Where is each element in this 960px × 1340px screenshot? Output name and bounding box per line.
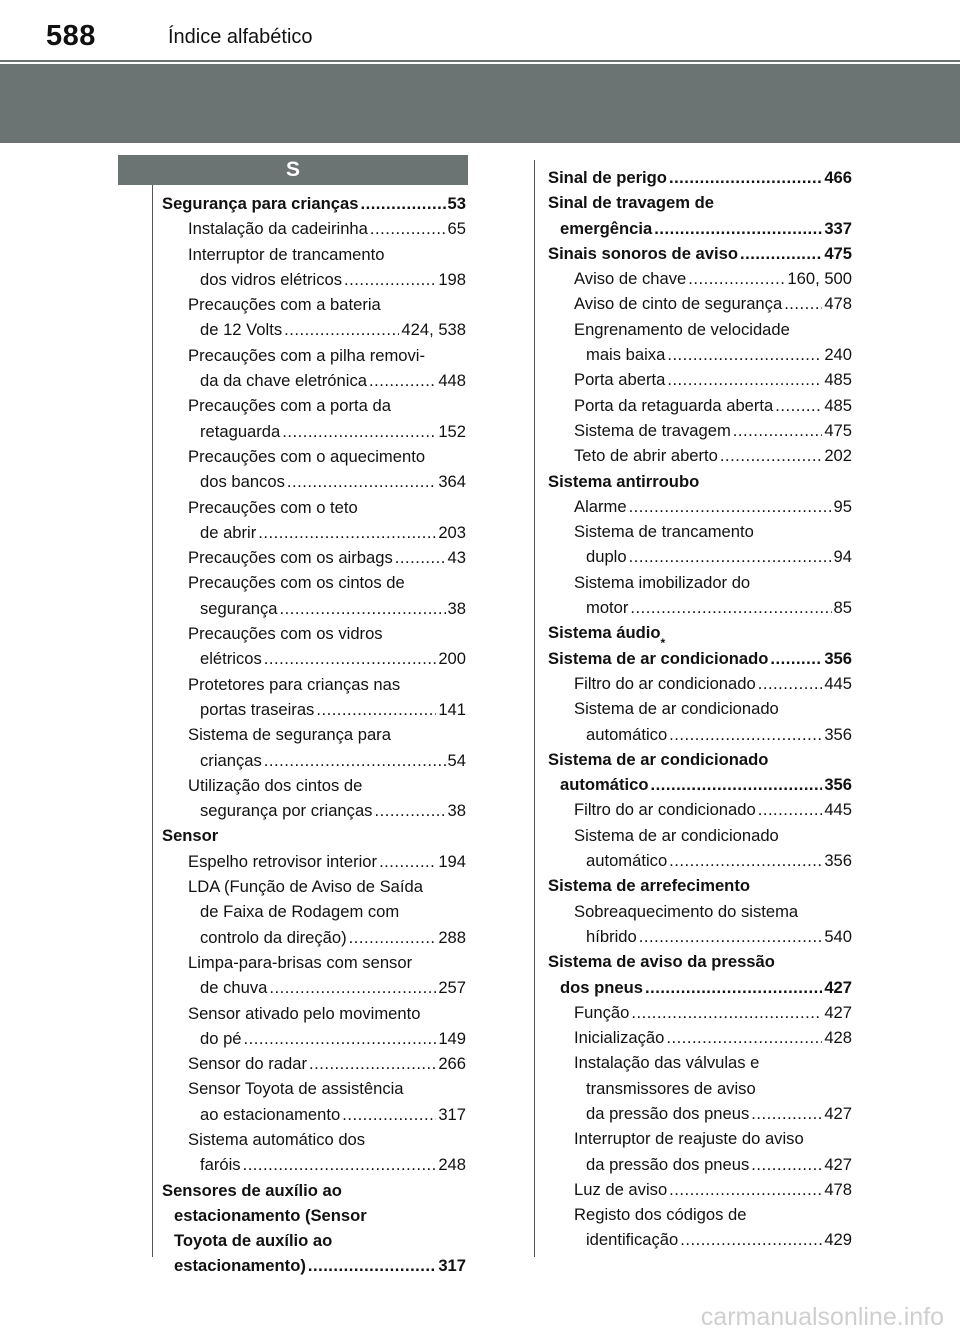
index-term: Precauções com os vidros: [188, 624, 383, 644]
index-subentry-line: [548, 1076, 852, 1101]
index-term: motor: [586, 598, 629, 618]
dot-leader: [654, 216, 822, 241]
page-reference: 475: [824, 243, 852, 263]
index-entry-line: [162, 823, 466, 848]
index-term: Interruptor de reajuste do aviso: [574, 1129, 804, 1149]
index-subentry-line: [162, 773, 466, 798]
dot-leader: [669, 848, 822, 873]
page-reference: 445: [824, 800, 852, 820]
dot-leader: [284, 317, 399, 342]
page-reference: 478: [824, 1179, 852, 1199]
page-reference: 240: [824, 345, 852, 365]
left-column-rule: [152, 185, 153, 1257]
index-subentry-line: [548, 696, 852, 721]
page-reference: 485: [824, 370, 852, 390]
index-subentry-line: [548, 797, 852, 822]
index-subentry-line: [548, 595, 852, 620]
index-subentry-line: [548, 1177, 852, 1202]
index-term: faróis: [200, 1155, 241, 1175]
index-term: Sistema de arrefecimento: [548, 876, 750, 896]
index-term: Sistema áudio: [548, 623, 661, 643]
page-reference: 203: [438, 522, 466, 542]
index-subentry-line: [162, 1001, 466, 1026]
index-entry-line: [162, 1178, 466, 1203]
index-subentry-line: [548, 544, 852, 569]
index-term: segurança por crianças: [200, 801, 373, 821]
index-term: Segurança para crianças: [162, 194, 359, 213]
index-subentry-line: [162, 1051, 466, 1076]
page-reference: 149: [438, 1028, 466, 1048]
page-reference: 485: [824, 395, 852, 415]
index-term: Filtro do ar condicionado: [574, 673, 756, 693]
index-subentry-line: [548, 671, 852, 696]
index-subentry-line: [162, 899, 466, 924]
index-subentry-line: [162, 393, 466, 418]
index-subentry-line: [548, 1152, 852, 1177]
index-entry-line: [548, 747, 852, 772]
page-reference: 95: [833, 496, 852, 516]
index-term: Inicialização: [574, 1028, 665, 1048]
index-term: Sistema de travagem: [574, 420, 731, 440]
page-reference: 266: [438, 1054, 466, 1074]
index-subentry-line: [548, 823, 852, 848]
dot-leader: [758, 797, 823, 822]
index-term: Filtro do ar condicionado: [574, 800, 756, 820]
index-term: controlo da direção): [200, 927, 347, 947]
dot-leader: [264, 748, 446, 773]
index-term: Precauções com a pilha removi-: [188, 345, 426, 365]
index-term: Precauções com os airbags: [188, 548, 393, 568]
dot-leader: [775, 393, 822, 418]
index-entry-line: [548, 216, 852, 241]
page-reference: 356: [824, 851, 852, 871]
index-subentry-line: [162, 444, 466, 469]
index-term: de 12 Volts: [200, 320, 283, 340]
index-entry-line: [162, 191, 466, 216]
dot-leader: [369, 368, 436, 393]
index-subentry-line: [162, 874, 466, 899]
dot-leader: [669, 722, 822, 747]
index-term: da pressão dos pneus: [586, 1154, 750, 1174]
index-term: do pé: [200, 1028, 242, 1048]
dot-leader: [258, 520, 436, 545]
index-subentry-line: [162, 216, 466, 241]
index-subentry-line: [548, 519, 852, 544]
dot-leader: [669, 1177, 822, 1202]
index-term: retaguarda: [200, 421, 281, 441]
index-term: Instalação das válvulas e: [574, 1053, 760, 1073]
dot-leader: [680, 1227, 822, 1252]
index-term: Sinal de travagem de: [548, 193, 715, 213]
index-term: Luz de aviso: [574, 1179, 668, 1199]
index-subentry-line: [162, 672, 466, 697]
page-reference: 364: [438, 472, 466, 492]
index-term: de Faixa de Rodagem com: [200, 902, 400, 922]
dot-leader: [631, 1000, 822, 1025]
index-subentry-line: [548, 899, 852, 924]
dot-leader: [360, 191, 445, 216]
page-reference: 448: [438, 371, 466, 391]
page-reference: 427: [824, 1154, 852, 1174]
index-term: Sistema de ar condicionado: [574, 825, 779, 845]
index-subentry-line: [548, 494, 852, 519]
index-term: elétricos: [200, 649, 262, 669]
index-subentry-line: [162, 697, 466, 722]
dot-leader: [309, 1051, 436, 1076]
page-reference: 445: [824, 673, 852, 693]
index-term: Limpa-para-brisas com sensor: [188, 952, 413, 972]
index-term: Porta da retaguarda aberta: [574, 395, 774, 415]
dot-leader: [751, 1101, 822, 1126]
dot-leader: [629, 544, 832, 569]
dot-leader: [280, 596, 446, 621]
index-term: Aviso de chave: [574, 269, 687, 289]
index-subentry-line: [548, 443, 852, 468]
page-reference: 427: [824, 977, 852, 997]
index-term: Sistema imobilizador do: [574, 572, 751, 592]
index-term: portas traseiras: [200, 699, 315, 719]
index-subentry-line: [548, 342, 852, 367]
index-term: dos pneus: [560, 977, 643, 997]
page-header-title: Índice alfabético: [168, 26, 313, 48]
header-divider: [0, 60, 960, 62]
index-subentry-line: [162, 798, 466, 823]
page-reference: 427: [824, 1103, 852, 1123]
index-term: Utilização dos cintos de: [188, 775, 363, 795]
dot-leader: [770, 646, 822, 671]
dot-leader: [243, 1152, 437, 1177]
dot-leader: [639, 924, 823, 949]
dot-leader: [630, 595, 831, 620]
index-subentry-line: [548, 1025, 852, 1050]
page-reference: 38: [447, 598, 466, 618]
index-subentry-line: [162, 469, 466, 494]
index-entry-line: [548, 165, 852, 190]
index-term: dos bancos: [200, 472, 285, 492]
index-entry-line: [548, 772, 852, 797]
page-reference: 198: [438, 269, 466, 289]
dot-leader: [379, 849, 436, 874]
index-subentry-line: [548, 1202, 852, 1227]
index-subentry-line: [162, 925, 466, 950]
index-subentry-line: [162, 950, 466, 975]
index-entry-line: [548, 949, 852, 974]
dot-leader: [316, 697, 436, 722]
index-term: de chuva: [200, 978, 268, 998]
index-subentry-line: [162, 1076, 466, 1101]
index-term: Espelho retrovisor interior: [188, 851, 378, 871]
index-term: Precauções com os cintos de: [188, 573, 405, 593]
index-entry-line: [162, 1228, 466, 1253]
index-subentry-line: [162, 292, 466, 317]
page-reference: 152: [438, 421, 466, 441]
index-term: Sistema de aviso da pressão: [548, 952, 775, 972]
index-subentry-line: [548, 418, 852, 443]
dot-leader: [629, 494, 832, 519]
dot-leader: [666, 1025, 822, 1050]
index-term: Aviso de cinto de segurança: [574, 294, 783, 314]
index-subentry-line: [548, 393, 852, 418]
page-reference: 288: [438, 927, 466, 947]
page-reference: 85: [833, 598, 852, 618]
page-reference: 38: [447, 801, 466, 821]
index-entry-line: [548, 469, 852, 494]
index-subentry-line: [162, 368, 466, 393]
index-subentry-line: [548, 848, 852, 873]
index-entry-line: [548, 873, 852, 898]
index-subentry-line: [162, 1127, 466, 1152]
dot-leader: [669, 165, 822, 190]
dot-leader: [784, 291, 822, 316]
index-term: Sistema de ar condicionado: [548, 648, 769, 668]
index-subentry-line: [162, 596, 466, 621]
index-subentry-line: [162, 419, 466, 444]
index-entry-line: [548, 646, 852, 671]
index-subentry-line: [548, 1050, 852, 1075]
index-term: Sistema de segurança para: [188, 725, 391, 745]
page-reference: 356: [824, 648, 852, 668]
index-term: de abrir: [200, 522, 257, 542]
page-reference: 356: [824, 775, 852, 795]
page-reference: 337: [824, 218, 852, 238]
page-reference: 478: [824, 294, 852, 314]
page-reference: 466: [824, 168, 852, 187]
index-subentry-line: [548, 1126, 852, 1151]
index-subentry-line: [162, 975, 466, 1000]
index-subentry-line: [162, 1102, 466, 1127]
index-term: estacionamento (Sensor: [174, 1205, 367, 1225]
index-subentry-line: [548, 924, 852, 949]
page-reference: 248: [438, 1155, 466, 1175]
index-term: Sensor ativado pelo movimento: [188, 1003, 421, 1023]
dot-leader: [269, 975, 436, 1000]
page-reference: 202: [824, 446, 852, 466]
index-subentry-line: [548, 1227, 852, 1252]
index-term: da pressão dos pneus: [586, 1103, 750, 1123]
index-column-left: [162, 191, 466, 1279]
dot-leader: [667, 342, 822, 367]
index-term: Sensores de auxílio ao: [162, 1180, 342, 1200]
index-term: Sistema automático dos: [188, 1129, 366, 1149]
index-subentry-line: [548, 291, 852, 316]
dot-leader: [349, 925, 437, 950]
index-term: Sensor: [162, 826, 219, 846]
index-subentry-line: [162, 495, 466, 520]
index-term: Porta aberta: [574, 370, 666, 390]
index-subentry-line: [162, 646, 466, 671]
watermark: carmanualsonline.info: [700, 1303, 944, 1331]
dot-leader: [287, 469, 436, 494]
index-term: Sistema de trancamento: [574, 522, 754, 542]
index-subentry-line: [548, 266, 852, 291]
index-subentry-line: [162, 343, 466, 368]
index-subentry-line: [548, 367, 852, 392]
index-entry-line: [548, 190, 852, 215]
index-term: Registo dos códigos de: [574, 1205, 747, 1225]
index-term: Sistema de ar condicionado: [574, 699, 779, 719]
dot-leader: [688, 266, 785, 291]
index-subentry-line: [162, 1026, 466, 1051]
page-reference: 427: [824, 1002, 852, 1022]
page-reference: 194: [438, 851, 466, 871]
index-term: identificação: [586, 1230, 679, 1250]
index-term: Toyota de auxílio ao: [174, 1231, 333, 1251]
index-term: da da chave eletrónica: [200, 371, 367, 391]
index-term: duplo: [586, 547, 627, 567]
index-term: dos vidros elétricos: [200, 269, 343, 289]
index-term: Sistema de ar condicionado: [548, 749, 769, 769]
dot-leader: [244, 1026, 437, 1051]
index-term: Precauções com o teto: [188, 497, 358, 517]
page-reference: 424, 538: [401, 320, 466, 340]
index-subentry-line: [548, 722, 852, 747]
index-entry-line: [548, 975, 852, 1000]
index-term: Teto de abrir aberto: [574, 446, 718, 466]
index-term: Protetores para crianças nas: [188, 674, 401, 694]
index-subentry-line: [162, 242, 466, 267]
index-term: automático: [560, 775, 649, 795]
dot-leader: [342, 1102, 436, 1127]
page-reference: 475: [824, 420, 852, 440]
index-term: Sensor do radar: [188, 1054, 307, 1074]
index-subentry-line: [162, 722, 466, 747]
index-term: automático: [586, 851, 668, 871]
page-reference: 317: [438, 1256, 466, 1276]
index-term: Instalação da cadeirinha: [188, 219, 368, 239]
page-reference: 53: [447, 194, 466, 213]
index-column-right: [548, 165, 852, 1253]
index-term: estacionamento): [174, 1256, 306, 1276]
dot-leader: [374, 798, 445, 823]
page-reference: 160, 500: [787, 269, 852, 289]
page-reference: 317: [438, 1104, 466, 1124]
dot-leader: [264, 646, 437, 671]
index-subentry-line: [162, 621, 466, 646]
index-term: Sobreaquecimento do sistema: [574, 901, 799, 921]
index-term: híbrido: [586, 926, 637, 946]
index-subentry-line: [548, 1000, 852, 1025]
index-term: segurança: [200, 598, 278, 618]
right-column-rule: [534, 160, 535, 1257]
index-term: emergência: [560, 218, 653, 238]
index-term: Sensor Toyota de assistência: [188, 1079, 404, 1099]
index-subentry-line: [548, 1101, 852, 1126]
index-subentry-line: [162, 545, 466, 570]
section-letter-label: S: [118, 155, 468, 185]
dot-leader: [645, 975, 822, 1000]
index-term: transmissores de aviso: [586, 1078, 756, 1098]
page-reference: 429: [824, 1230, 852, 1250]
index-term: crianças: [200, 750, 262, 770]
index-term: Função: [574, 1002, 630, 1022]
page-reference: 257: [438, 978, 466, 998]
dot-leader: [720, 443, 822, 468]
header-band: [0, 64, 960, 143]
dot-leader: [308, 1253, 436, 1278]
dot-leader: [344, 267, 436, 292]
page-reference: 43: [447, 548, 466, 568]
page-reference: 356: [824, 724, 852, 744]
page-reference: 54: [447, 750, 466, 770]
dot-leader: [740, 241, 822, 266]
dot-leader: [395, 545, 446, 570]
index-term: Engrenamento de velocidade: [574, 319, 790, 339]
index-subentry-line: [162, 748, 466, 773]
page-reference: 65: [447, 219, 466, 239]
index-term: Precauções com o aquecimento: [188, 446, 426, 466]
index-subentry-line: [162, 1152, 466, 1177]
index-term: Precauções com a bateria: [188, 295, 381, 315]
index-entry-line: Sistema áudio *: [548, 620, 852, 645]
index-entry-line: [162, 1253, 466, 1278]
index-subentry-line: [162, 267, 466, 292]
page-reference: 200: [438, 649, 466, 669]
index-term: LDA (Função de Aviso de Saída: [188, 877, 423, 897]
index-term: Sinal de perigo: [548, 168, 667, 187]
dot-leader: [751, 1152, 822, 1177]
index-subentry-line: [548, 570, 852, 595]
index-subentry-line: [162, 570, 466, 595]
index-term: Precauções com a porta da: [188, 396, 391, 416]
index-term: Interruptor de trancamento: [188, 244, 385, 264]
index-subentry-line: [548, 317, 852, 342]
dot-leader: [667, 367, 822, 392]
dot-leader: [651, 772, 823, 797]
index-term: Sinais sonoros de aviso: [548, 243, 738, 263]
index-entry-line: [162, 1203, 466, 1228]
page-reference: 94: [833, 547, 852, 567]
index-term: Alarme: [574, 496, 627, 516]
index-subentry-line: [162, 317, 466, 342]
page-reference: 141: [438, 699, 466, 719]
index-term: automático: [586, 724, 668, 744]
page-reference: 540: [824, 926, 852, 946]
dot-leader: [733, 418, 823, 443]
page-reference: 428: [824, 1028, 852, 1048]
index-term: Sistema antirroubo: [548, 471, 700, 491]
index-term: mais baixa: [586, 345, 666, 365]
dot-leader: [758, 671, 823, 696]
index-subentry-line: [162, 520, 466, 545]
index-subentry-line: [162, 849, 466, 874]
index-term: ao estacionamento: [200, 1104, 341, 1124]
page-number: 588: [46, 20, 96, 52]
dot-leader: [282, 419, 436, 444]
index-entry-line: [548, 241, 852, 266]
dot-leader: [370, 216, 446, 241]
